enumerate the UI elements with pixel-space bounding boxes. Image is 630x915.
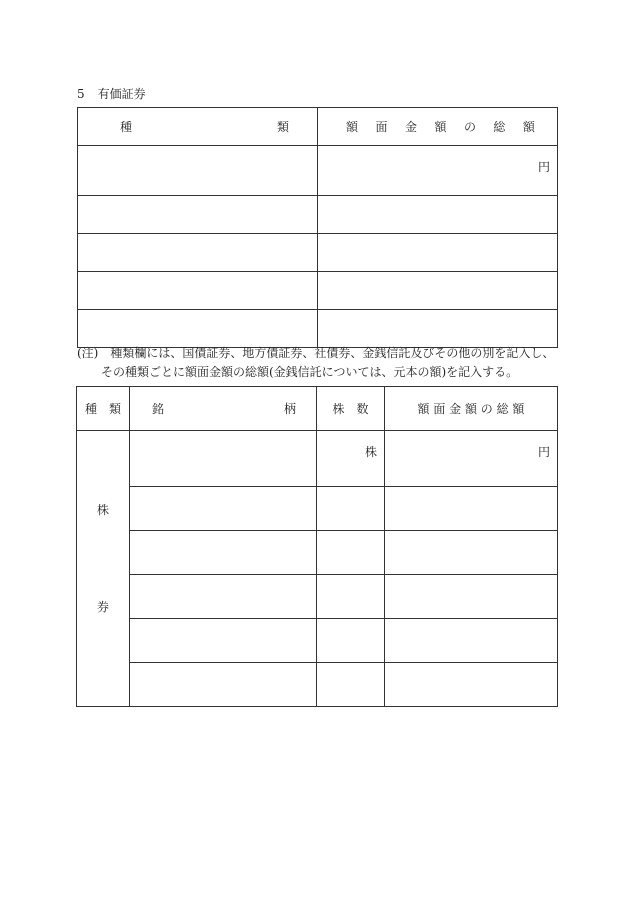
kind-cell[interactable] [78, 146, 318, 196]
table-header-row [78, 108, 558, 146]
kind-char-certificate: 券 [96, 600, 109, 614]
header-brand [130, 387, 317, 431]
header-amount-char: 面 [375, 120, 388, 134]
header-kind-char: 種 [120, 120, 133, 134]
table-row [78, 234, 558, 272]
header-amount [318, 108, 558, 146]
table-row [77, 431, 558, 487]
amount-cell[interactable] [318, 234, 558, 272]
table-row [77, 663, 558, 707]
amount-cell[interactable] [385, 531, 558, 575]
header-brand-char: 柄 [283, 402, 296, 416]
brand-cell[interactable] [130, 531, 317, 575]
table-row [77, 531, 558, 575]
note-line-1 [77, 344, 577, 363]
amount-cell[interactable] [318, 146, 558, 196]
table-row [78, 310, 558, 348]
stock-table [76, 386, 558, 707]
shares-cell[interactable] [317, 663, 385, 707]
kind-cell[interactable] [78, 310, 318, 348]
header-brand-char: 銘 [152, 402, 165, 416]
shares-cell[interactable] [317, 575, 385, 619]
section-title-text: 有価証券 [97, 87, 146, 101]
section-title [77, 85, 146, 102]
table-row [78, 146, 558, 196]
shares-cell[interactable] [317, 531, 385, 575]
header-amount-char: 額 [522, 120, 535, 134]
shares-cell[interactable] [317, 619, 385, 663]
amount-cell[interactable] [385, 619, 558, 663]
amount-cell[interactable] [318, 310, 558, 348]
brand-cell[interactable] [130, 619, 317, 663]
table-row [77, 619, 558, 663]
table-row [78, 272, 558, 310]
shares-unit: 株 [364, 445, 377, 459]
kind-cell[interactable] [78, 272, 318, 310]
table-row [77, 487, 558, 531]
amount-cell[interactable] [385, 431, 558, 487]
yen-unit: 円 [537, 445, 550, 459]
note-line-2: その種類ごとに額面金額の総額(金銭信託については、元本の額)を記入する。 [101, 365, 519, 379]
header-amount: 額 面 金 額 の 総 額 [385, 387, 558, 431]
kind-cell[interactable] [78, 196, 318, 234]
brand-cell[interactable] [130, 431, 317, 487]
amount-cell[interactable] [318, 272, 558, 310]
header-kind: 種 類 [77, 387, 130, 431]
kind-char-stock: 株 [96, 503, 109, 517]
note-label: (注) [77, 346, 99, 360]
shares-cell[interactable] [317, 487, 385, 531]
table-header-row [77, 387, 558, 431]
table-row [78, 196, 558, 234]
shares-cell[interactable] [317, 431, 385, 487]
header-shares: 株 数 [317, 387, 385, 431]
amount-cell[interactable] [385, 663, 558, 707]
yen-unit: 円 [537, 160, 550, 174]
amount-cell[interactable] [318, 196, 558, 234]
header-kind [78, 108, 318, 146]
kind-cell[interactable] [78, 234, 318, 272]
header-amount-char: 額 [434, 120, 447, 134]
note [77, 344, 577, 382]
amount-cell[interactable] [385, 575, 558, 619]
brand-cell[interactable] [130, 487, 317, 531]
section-number: 5 [77, 87, 85, 101]
amount-cell[interactable] [385, 487, 558, 531]
brand-cell[interactable] [130, 575, 317, 619]
header-amount-char: 額 [346, 120, 359, 134]
note-text-1: 種類欄には、国債証券、地方債証券、社債券、金銭信託及びその他の別を記入し、 [110, 346, 555, 360]
kind-cell-stock [77, 431, 130, 707]
header-amount-char: 金 [404, 120, 417, 134]
header-amount-char: の [463, 120, 476, 134]
header-amount-char: 総 [493, 120, 506, 134]
table-row [77, 575, 558, 619]
header-kind-char: 類 [276, 120, 289, 134]
securities-table [77, 107, 558, 348]
brand-cell[interactable] [130, 663, 317, 707]
